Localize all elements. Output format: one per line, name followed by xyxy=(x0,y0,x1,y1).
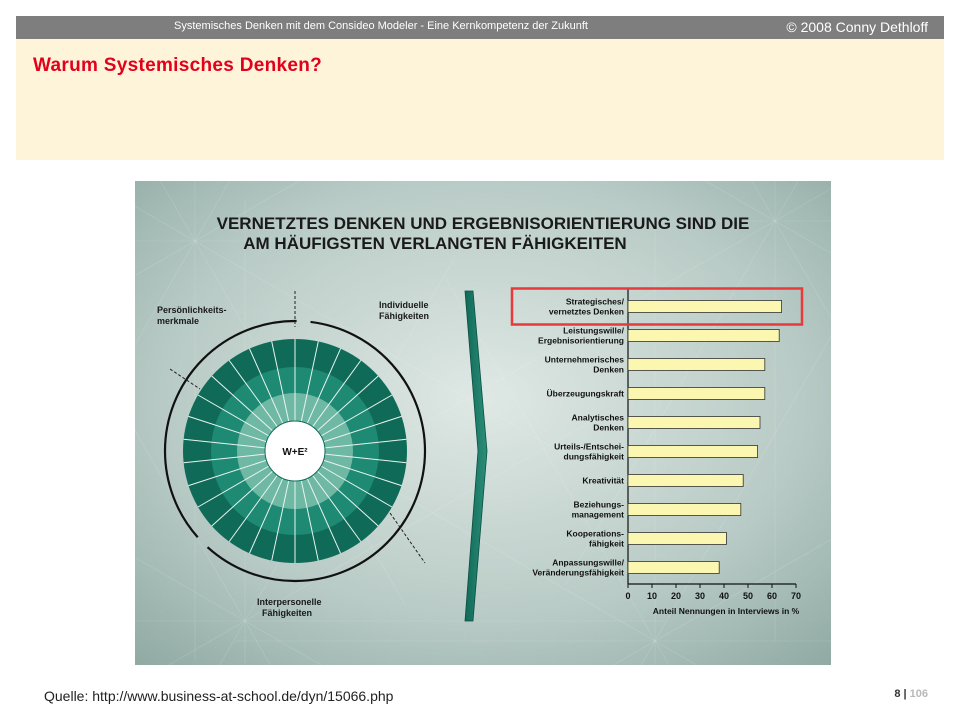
source-citation: Quelle: http://www.business-at-school.de/dyn/15066.php xyxy=(44,688,394,704)
page-number xyxy=(894,688,928,700)
chart-category-label: Leistungswille/ xyxy=(563,325,624,336)
chart-bar xyxy=(628,446,758,458)
figure-headline-line1: VERNETZTES DENKEN UND ERGEBNISORIENTIERUNG SIND DIE xyxy=(216,214,750,233)
chart-bar xyxy=(628,504,741,516)
title-band xyxy=(16,39,944,160)
chart-category-label: Veränderungsfähigkeit xyxy=(532,567,624,578)
chart-x-tick-label: 0 xyxy=(625,591,631,601)
chart-category-label: Denken xyxy=(593,422,624,433)
chart-category-label: Anpassungswille/ xyxy=(552,557,624,568)
page-current: 8 xyxy=(894,688,901,700)
wheel-label-personality-1: Persönlichkeits- xyxy=(157,305,227,315)
figure-headline-line2: AM HÄUFIGSTEN VERLANGTEN FÄHIGKEITEN xyxy=(243,234,627,253)
chart-bar xyxy=(628,388,765,400)
chart-category-label: Denken xyxy=(593,364,624,375)
chart-category-label: Urteils-/Entschei- xyxy=(554,441,624,452)
chart-bar xyxy=(628,301,782,313)
chart-category-label: dungsfähigkeit xyxy=(563,451,624,462)
chart-category-label: Ergebnisorientierung xyxy=(538,335,624,346)
chart-category-label: Unternehmerisches xyxy=(544,354,624,365)
wheel-label-personality-2: merkmale xyxy=(157,316,200,326)
chart-category-label: management xyxy=(571,509,624,520)
chart-category-label: Kooperations- xyxy=(566,528,624,539)
wheel-label-individual-1: Individuelle xyxy=(379,300,429,310)
chart-category-label: Strategisches/ xyxy=(565,296,624,307)
chart-x-tick-label: 20 xyxy=(670,591,682,601)
page-separator: | xyxy=(903,688,907,700)
copyright-notice: © 2008 Conny Dethloff xyxy=(786,19,928,35)
chart-bar xyxy=(628,562,719,574)
chart-x-tick-label: 30 xyxy=(694,591,706,601)
wheel-label-interpersonal-2: Fähigkeiten xyxy=(262,608,313,618)
presentation-subtitle: Systemisches Denken mit dem Consideo Modeler - Eine Kernkompetenz der Zukunft xyxy=(174,20,588,32)
chart-bar xyxy=(628,533,726,545)
chart-x-axis-label: Anteil Nennungen in Interviews in % xyxy=(652,606,800,616)
chart-category-label: Kreativität xyxy=(582,475,624,486)
chart-bar xyxy=(628,475,743,487)
chart-bar xyxy=(628,417,760,429)
page-total: 106 xyxy=(909,688,928,700)
chart-x-tick-label: 50 xyxy=(742,591,754,601)
chart-category-label: Beziehungs- xyxy=(573,499,624,510)
chart-category-label: Analytisches xyxy=(571,412,624,423)
wheel-label-interpersonal-1: Interpersonelle xyxy=(257,597,322,607)
chart-category-label: vernetztes Denken xyxy=(548,306,624,317)
slide-title: Warum Systemisches Denken? xyxy=(33,55,323,76)
chart-bar xyxy=(628,330,779,342)
header-bar xyxy=(16,16,944,39)
chart-category-label: fähigkeit xyxy=(589,538,624,549)
chart-x-tick-label: 60 xyxy=(766,591,778,601)
wheel-center-label: W+E² xyxy=(282,447,308,458)
wheel-label-individual-2: Fähigkeiten xyxy=(379,311,430,321)
chart-bar xyxy=(628,359,765,371)
chart-x-tick-label: 70 xyxy=(790,591,802,601)
chart-x-tick-label: 10 xyxy=(646,591,658,601)
chart-x-tick-label: 40 xyxy=(718,591,730,601)
chart-category-label: Überzeugungskraft xyxy=(546,388,624,399)
figure-image xyxy=(135,181,831,665)
